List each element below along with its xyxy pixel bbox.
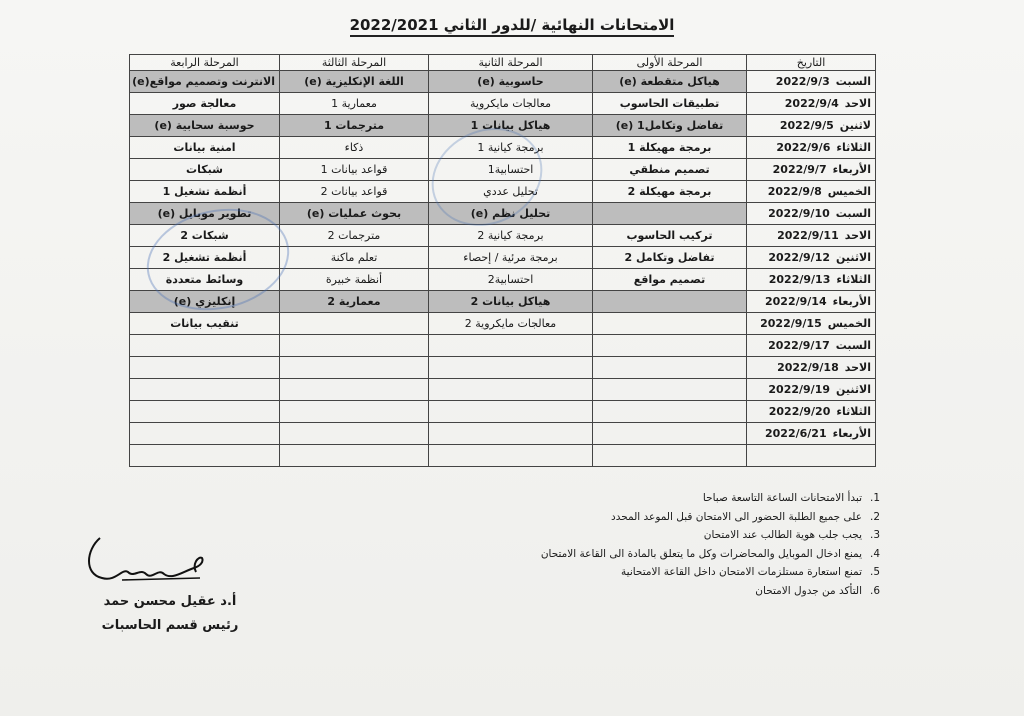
stage-4-exam-cell: الانترنت وتصميم مواقع(e) <box>130 71 280 93</box>
stage-4-exam-cell <box>130 357 280 379</box>
instruction-item <box>500 545 880 564</box>
date-value: 2022/6/21 <box>764 427 827 440</box>
stage-2-exam-cell: معالجات مايكروية 2 <box>429 313 593 335</box>
day-name: السبت <box>835 339 871 352</box>
stage-2-exam-cell: تحليل نظم (e) <box>429 203 593 225</box>
date-cell <box>747 159 876 181</box>
date-value: 2022/9/5 <box>779 119 834 132</box>
stage-3-exam-cell: قواعد بيانات 2 <box>280 181 429 203</box>
stage-4-exam-cell <box>130 401 280 423</box>
date-value: 2022/9/12 <box>768 251 831 264</box>
stage-3-exam-cell: مترجمات 2 <box>280 225 429 247</box>
stage-4-exam-cell <box>130 335 280 357</box>
stage-2-exam-cell <box>429 335 593 357</box>
instructions-list <box>500 489 880 600</box>
date-cell <box>747 181 876 203</box>
date-value: 2022/9/8 <box>767 185 822 198</box>
date-cell <box>747 71 876 93</box>
date-value: 2022/9/20 <box>768 405 831 418</box>
stage-3-exam-cell <box>280 335 429 357</box>
stage-4-exam-cell: وسائط متعددة <box>130 269 280 291</box>
date-cell <box>747 357 876 379</box>
day-name: الاحد <box>844 361 871 374</box>
date-cell <box>747 137 876 159</box>
stage-1-exam-cell <box>593 423 747 445</box>
stage-3-exam-cell: بحوث عمليات (e) <box>280 203 429 225</box>
stage-1-exam-cell <box>593 357 747 379</box>
date-cell <box>747 445 876 467</box>
stage-1-exam-cell: تركيب الحاسوب <box>593 225 747 247</box>
date-value: 2022/9/11 <box>777 229 839 242</box>
stage-3-exam-cell: معمارية 2 <box>280 291 429 313</box>
day-name: السبت <box>835 207 871 220</box>
day-name: الثلاثاء <box>836 273 871 286</box>
stage-3-exam-cell: تعلم ماكنة <box>280 247 429 269</box>
date-cell <box>747 423 876 445</box>
stage-1-exam-cell <box>593 291 747 313</box>
stage-3-exam-cell <box>280 401 429 423</box>
stage-4-exam-cell: إنكليزي (e) <box>130 291 280 313</box>
stage-4-exam-cell: تنقيب بيانات <box>130 313 280 335</box>
header-date: التاريخ <box>747 55 876 71</box>
instruction-text: تبدأ الامتحانات الساعة التاسعة صباحا <box>702 492 862 504</box>
stage-1-exam-cell <box>593 335 747 357</box>
stage-1-exam-cell <box>593 445 747 467</box>
stage-2-exam-cell: معالجات مايكروية <box>429 93 593 115</box>
stage-1-exam-cell: تصميم منطقي <box>593 159 747 181</box>
date-value: 2022/9/14 <box>764 295 827 308</box>
date-value: 2022/9/7 <box>772 163 827 176</box>
date-cell <box>747 335 876 357</box>
stage-1-exam-cell: تطبيقات الحاسوب <box>593 93 747 115</box>
instruction-number: 2. <box>869 510 880 523</box>
stage-4-exam-cell: معالجة صور <box>130 93 280 115</box>
stage-2-exam-cell <box>429 401 593 423</box>
day-name: الأربعاء <box>832 295 871 308</box>
stage-3-exam-cell: قواعد بيانات 1 <box>280 159 429 181</box>
stage-2-exam-cell <box>429 379 593 401</box>
stage-3-exam-cell: اللغة الإنكليزية (e) <box>280 71 429 93</box>
stage-3-exam-cell: أنظمة خبيرة <box>280 269 429 291</box>
stage-2-exam-cell: برمجة مرئية / إحصاء <box>429 247 593 269</box>
date-value: 2022/9/13 <box>768 273 831 286</box>
date-cell <box>747 247 876 269</box>
date-value: 2022/9/6 <box>776 141 831 154</box>
table-row <box>130 445 876 467</box>
stage-1-exam-cell: برمجة مهيكلة 1 <box>593 137 747 159</box>
instruction-text: يمنع ادخال الموبايل والمحاضرات وكل ما يتعلق بالمادة الى القاعة الامتحان <box>540 547 862 560</box>
stage-4-exam-cell: أنظمة تشغيل 2 <box>130 247 280 269</box>
day-name: الاثنين <box>836 251 871 264</box>
stage-3-exam-cell <box>280 313 429 335</box>
instruction-text: يجب جلب هوية الطالب عند الامتحان <box>703 529 862 541</box>
date-cell <box>747 93 876 115</box>
instruction-text: التأكد من جدول الامتحان <box>755 584 862 597</box>
date-cell <box>747 225 876 247</box>
date-cell <box>747 313 876 335</box>
instruction-item <box>500 526 880 545</box>
header-stage-2: المرحلة الثانية <box>429 55 593 71</box>
stage-1-exam-cell: هياكل متقطعة (e) <box>593 71 747 93</box>
day-name: الثلاثاء <box>836 141 871 154</box>
stage-1-exam-cell <box>593 313 747 335</box>
stage-2-exam-cell: هياكل بيانات 1 <box>429 115 593 137</box>
table-row <box>130 313 876 335</box>
date-cell <box>747 115 876 137</box>
day-name: الاحد <box>844 97 871 110</box>
date-cell <box>747 379 876 401</box>
instruction-item <box>500 582 880 601</box>
instruction-number: 4. <box>869 547 880 560</box>
stage-2-exam-cell: احتسابية2 <box>429 269 593 291</box>
day-name: الأربعاء <box>832 163 871 176</box>
date-value: 2022/9/17 <box>768 339 830 352</box>
date-cell <box>747 203 876 225</box>
stage-1-exam-cell: تفاضل وتكامل1 (e) <box>593 115 747 137</box>
signature-icon <box>82 528 212 590</box>
table-row <box>130 357 876 379</box>
instruction-text: تمنع استعارة مستلزمات الامتحان داخل القاعة الامتحانية <box>621 566 862 578</box>
signer-name: أ.د عقيل محسن حمد <box>103 594 237 609</box>
instruction-text: على جميع الطلبة الحضور الى الامتحان قبل الموعد المحدد <box>611 510 862 523</box>
stage-3-exam-cell <box>280 379 429 401</box>
stage-1-exam-cell <box>593 379 747 401</box>
day-name: الاثنين <box>836 383 871 396</box>
table-row <box>130 423 876 445</box>
stage-2-exam-cell: برمجة كيانية 1 <box>429 137 593 159</box>
date-value: 2022/9/10 <box>768 207 830 220</box>
instruction-item <box>500 489 880 508</box>
header-stage-1: المرحلة الأولى <box>593 55 747 71</box>
instruction-item <box>500 508 880 527</box>
date-cell <box>747 401 876 423</box>
stage-1-exam-cell: تصميم مواقع <box>593 269 747 291</box>
stage-4-exam-cell: شبكات <box>130 159 280 181</box>
stage-4-exam-cell <box>130 445 280 467</box>
stage-4-exam-cell: أنظمة تشغيل 1 <box>130 181 280 203</box>
stage-3-exam-cell: مترجمات 1 <box>280 115 429 137</box>
day-name: الخميس <box>827 185 871 198</box>
date-value: 2022/9/19 <box>768 383 831 396</box>
table-row <box>130 93 876 115</box>
table-row <box>130 71 876 93</box>
stage-2-exam-cell: هياكل بيانات 2 <box>429 291 593 313</box>
instruction-number: 5. <box>869 566 880 578</box>
stage-2-exam-cell: برمجة كيانية 2 <box>429 225 593 247</box>
stage-2-exam-cell: احتسابية1 <box>429 159 593 181</box>
stage-2-exam-cell <box>429 445 593 467</box>
table-row <box>130 401 876 423</box>
date-cell <box>747 291 876 313</box>
day-name: الخميس <box>827 317 871 330</box>
day-name: السبت <box>835 75 871 88</box>
day-name: لاثنين <box>839 119 871 132</box>
signer-block <box>100 590 240 638</box>
stage-3-exam-cell <box>280 423 429 445</box>
stage-1-exam-cell: برمجة مهيكلة 2 <box>593 181 747 203</box>
instruction-number: 6. <box>869 584 880 597</box>
stage-2-exam-cell <box>429 423 593 445</box>
stage-1-exam-cell <box>593 401 747 423</box>
stage-2-exam-cell <box>429 357 593 379</box>
header-stage-4: المرحلة الرابعة <box>130 55 280 71</box>
date-value: 2022/9/15 <box>760 317 822 330</box>
stage-4-exam-cell: شبكات 2 <box>130 225 280 247</box>
date-cell <box>747 269 876 291</box>
stage-4-exam-cell: تطوير موبايل (e) <box>130 203 280 225</box>
page-title: الامتحانات النهائية /للدور الثاني 2022/2021 <box>0 16 1024 34</box>
stage-4-exam-cell <box>130 423 280 445</box>
instruction-number: 3. <box>869 529 880 541</box>
stage-4-exam-cell: حوسبة سحابية (e) <box>130 115 280 137</box>
stage-4-exam-cell <box>130 379 280 401</box>
signer-position: رئيس قسم الحاسبات <box>101 618 239 633</box>
date-value: 2022/9/4 <box>784 97 839 110</box>
instruction-item <box>500 563 880 582</box>
stage-3-exam-cell: معمارية 1 <box>280 93 429 115</box>
table-row <box>130 335 876 357</box>
stage-1-exam-cell: تفاضل وتكامل 2 <box>593 247 747 269</box>
date-value: 2022/9/18 <box>777 361 839 374</box>
stage-1-exam-cell <box>593 203 747 225</box>
stage-3-exam-cell: ذكاء <box>280 137 429 159</box>
stage-3-exam-cell <box>280 357 429 379</box>
stage-4-exam-cell: امنية بيانات <box>130 137 280 159</box>
day-name: الثلاثاء <box>836 405 871 418</box>
table-row <box>130 379 876 401</box>
day-name: الأربعاء <box>832 427 871 440</box>
date-value: 2022/9/3 <box>775 75 830 88</box>
day-name: الاحد <box>844 229 871 242</box>
stage-2-exam-cell: تحليل عددي <box>429 181 593 203</box>
header-stage-3: المرحلة الثالثة <box>280 55 429 71</box>
stage-2-exam-cell: حاسوبية (e) <box>429 71 593 93</box>
instruction-number: 1. <box>869 492 880 504</box>
stage-3-exam-cell <box>280 445 429 467</box>
table-header-row <box>130 55 876 71</box>
